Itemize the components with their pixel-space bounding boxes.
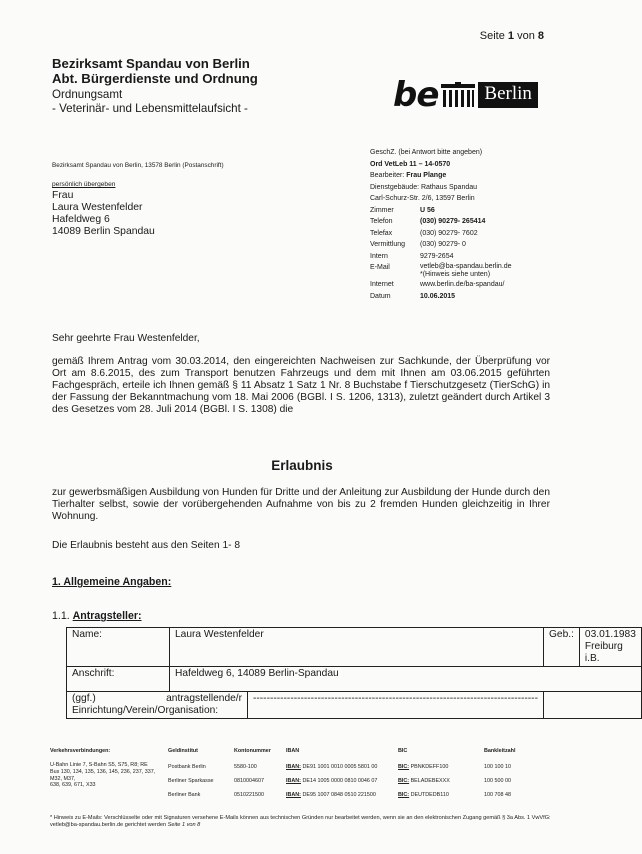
birth-label: Geb.: <box>543 628 579 667</box>
bank-name: Postbank Berlin <box>168 764 206 770</box>
reference-number: Ord VetLeb 11 – 14-0570 <box>370 160 451 168</box>
transport-line: U-Bahn Linie 7, S-Bahn S5, S75, R8; RE <box>50 762 148 768</box>
recipient-line: Hafeldweg 6 <box>52 214 110 225</box>
birth-place: Freiburg i.B. <box>584 641 623 664</box>
body-paragraph-1: gemäß Ihrem Antrag vom 30.03.2014, den eingereichten Nachweisen zur Sachkunde, der Überprüfung vor Ort am 8.6.2015, des zum Transport benutzen Fahrzeugs und dem mit Ihnen am 03.06.2015 geführten Fachgespräch, erteile ich Ihnen gemäß § 11 Absatz 1 Satz 1 Nr. 8 Buchstabe f Tierschutzgesetz (TierSchG) in der Fassung der Bekanntmachung vom 18. Mai 2006 (BGBl. I S. 1206, 1313), zuletzt geändert durch Artikel 3 des Gesetzes vom 28. Juli 2014 (BGBl. I S. 1308) die <box>52 356 550 415</box>
bic-value: PBNKDEFF100 <box>409 764 449 770</box>
transport-line: Bus 130, 134, 135, 136, 145, 236, 237, 337, M32, M37, <box>50 768 156 782</box>
iban-value: DE91 1001 0010 0005 5801 00 <box>300 764 378 770</box>
info-value: U 56 <box>420 206 435 214</box>
info-row-phone <box>370 216 512 228</box>
address-label: Anschrift: <box>67 667 170 692</box>
info-key: E-Mail <box>370 264 390 271</box>
info-row-date <box>370 291 512 303</box>
transport-line: 638, 639, 671, X33 <box>50 782 96 789</box>
iban-label: IBAN: <box>286 792 301 798</box>
subsection-heading <box>52 610 142 622</box>
office-address: Carl-Schurz-Str. 2/6, 13597 Berlin <box>370 195 475 202</box>
office-building: Dienstgebäude: Rathaus Spandau <box>370 183 478 191</box>
email-note: *(Hinweis siehe unten) <box>420 271 491 278</box>
bic-value: DEUTDEDB110 <box>409 792 449 798</box>
info-key: Internet <box>370 281 394 288</box>
bank-code: 100 100 10 <box>484 764 511 770</box>
org-line-4: - Veterinär- und Lebensmittelaufsicht - <box>52 102 248 115</box>
info-key: Telefon <box>370 218 393 225</box>
info-value: 9279-2654 <box>420 252 454 260</box>
bank-account: 5580-100 <box>234 764 257 770</box>
subsection-label: Antragsteller <box>72 610 138 622</box>
name-label: Name: <box>67 628 170 667</box>
info-key: Vermittlung <box>370 241 406 248</box>
footer-header: IBAN <box>286 748 300 754</box>
page-current: 1 <box>507 30 515 42</box>
name-value: Laura Westenfelder <box>170 628 544 667</box>
clerk-line <box>370 170 512 182</box>
section-heading: 1. Allgemeine Angaben: <box>52 576 172 588</box>
table-row <box>67 628 642 667</box>
bank-name: Berliner Sparkasse <box>168 778 214 784</box>
bank-iban <box>286 764 377 771</box>
info-row-email <box>370 262 512 279</box>
salutation: Sehr geehrte Frau Westenfelder, <box>52 333 200 344</box>
footer-bank-info <box>50 748 560 808</box>
website-link[interactable]: www.berlin.de/ba-spandau/ <box>420 281 505 288</box>
sender-address: Bezirksamt Spandau von Berlin, 13578 Berlin (Postanschrift) <box>52 162 224 169</box>
delivery-note: persönlich übergeben <box>52 181 116 188</box>
bank-bic <box>398 792 449 799</box>
logo-berlin: Berlin <box>478 82 538 108</box>
info-value <box>420 262 512 279</box>
footer-header: Verkehrsverbindungen: <box>50 748 111 754</box>
pages-note: Die Erlaubnis besteht aus den Seiten 1- 8 <box>52 540 241 551</box>
info-key: Telefax <box>370 229 393 237</box>
info-row-internal <box>370 251 512 263</box>
footer-header: Bankleitzahl <box>484 748 516 754</box>
subsection-colon: : <box>137 610 142 622</box>
berlin-logo <box>393 75 538 115</box>
address-value: Hafeldweg 6, 14089 Berlin-Spandau <box>170 667 642 692</box>
page-total: 8 <box>537 30 544 42</box>
document-title: Erlaubnis <box>271 458 333 473</box>
org-line-1: Bezirksamt Spandau von Berlin <box>52 56 250 71</box>
page-prefix: Seite <box>479 30 508 42</box>
table-row <box>67 692 642 719</box>
bic-label: BIC: <box>398 764 410 770</box>
bank-account: 0510221500 <box>234 792 264 798</box>
recipient-line: Frau <box>52 190 74 201</box>
info-key: Datum <box>370 292 391 300</box>
footnote-text: * Hinweis zu E-Mails: Verschlüsselte oder mit Signaturen versehene E-Mails können aus technischen Gründen nur bearbeitet werden, wenn sie an den elektronischen Zugang gemäß § 3a Abs. 1 VwVfG: vetleb@ba-spandau.berlin.de gerichtet werden <box>50 815 551 829</box>
bank-name: Berliner Bank <box>168 792 201 798</box>
table-row <box>67 667 642 692</box>
footer-header: Kontonummer <box>234 748 271 754</box>
recipient-line: 14089 Berlin Spandau <box>52 226 155 237</box>
brandenburg-gate-icon <box>440 82 476 108</box>
page-number <box>480 30 544 42</box>
org-line-3: Ordnungsamt <box>52 88 123 101</box>
info-row-switchboard <box>370 239 512 251</box>
body-paragraph-2: zur gewerbsmäßigen Ausbildung von Hunden für Dritte und der Anleitung zur Ausbildung der Hunde durch den Tierhalter selbst, sowie der vorübergehenden Aufnahme von bis zu 2 fremden Hunden gleichzeitig in Ihrer Wohnung. <box>52 487 550 523</box>
info-value: (030) 90279- 7602 <box>420 229 478 237</box>
org-cell <box>67 692 544 719</box>
info-value: (030) 90279- 0 <box>420 241 466 248</box>
org-value: ------------------------------------------------------------------------------------ <box>253 693 538 704</box>
birth-date: 03.01.1983 <box>584 629 636 640</box>
info-value: (030) 90279- 265414 <box>420 218 486 225</box>
recipient-address <box>52 190 155 238</box>
recipient-line: Laura Westenfelder <box>52 202 143 213</box>
email-footnote <box>50 815 560 829</box>
logo-be: be <box>393 75 439 115</box>
page-middle: von <box>514 30 538 42</box>
bank-iban <box>286 778 377 785</box>
email-link[interactable]: vetleb@ba-spandau.berlin.de <box>420 263 512 270</box>
footnote-page: Seite 1 von 8 <box>167 822 201 829</box>
iban-label: IBAN: <box>286 778 301 784</box>
bic-label: BIC: <box>398 778 410 784</box>
org-cell-blank <box>543 692 641 719</box>
bic-value: BELADEBEXXX <box>409 778 450 784</box>
org-label: (ggf.) antragstellende/r Einrichtung/Verein/Organisation: <box>67 692 248 718</box>
info-row-fax <box>370 228 512 240</box>
info-key: Zimmer <box>370 206 394 214</box>
info-row-internet <box>370 279 512 291</box>
iban-value: DE14 1005 0000 0810 0046 07 <box>300 778 378 784</box>
org-subheading <box>52 88 248 116</box>
bank-code: 100 500 00 <box>484 778 511 784</box>
info-value: 10.06.2015 <box>420 292 456 300</box>
clerk-label: Bearbeiter: <box>370 172 407 179</box>
subsection-number: 1.1. <box>52 610 73 622</box>
clerk-name: Frau Plange <box>406 172 447 179</box>
reference-info-block <box>370 147 512 302</box>
iban-label: IBAN: <box>286 764 301 770</box>
bank-bic <box>398 778 450 785</box>
org-heading <box>52 56 258 86</box>
org-line-2: Abt. Bürgerdienste und Ordnung <box>52 71 258 86</box>
birth-value <box>579 628 641 667</box>
info-key: Intern <box>370 252 388 260</box>
bank-iban <box>286 792 376 799</box>
bank-bic <box>398 764 448 771</box>
transport-info <box>50 762 160 789</box>
footer-header: BIC <box>398 748 408 754</box>
applicant-table <box>66 627 642 719</box>
info-row-room <box>370 205 512 217</box>
bank-account: 0810004607 <box>234 778 264 784</box>
iban-value: DE95 1007 0848 0510 221500 <box>300 792 376 798</box>
bank-code: 100 708 48 <box>484 792 511 798</box>
bic-label: BIC: <box>398 792 410 798</box>
footer-header: Geldinstitut <box>168 748 198 754</box>
reference-label: GeschZ. (bei Antwort bitte angeben) <box>370 149 483 156</box>
